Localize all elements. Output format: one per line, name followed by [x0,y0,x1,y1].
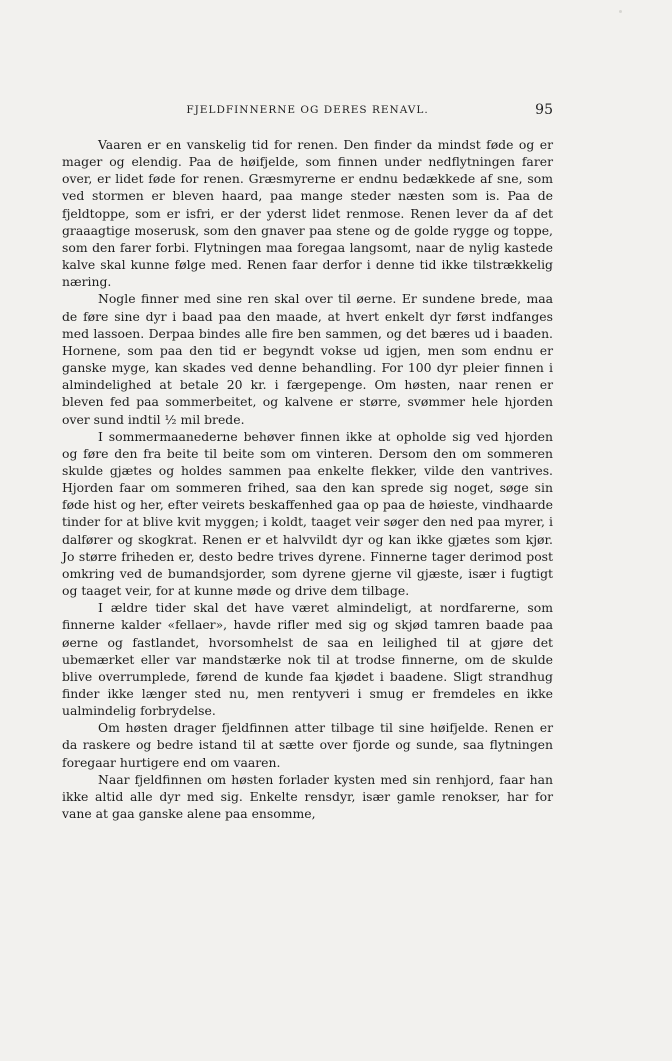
paragraph-5: Om høsten drager fjeldfinnen atter tilbage til sine høifjelde. Renen er da raskere og bedre istand til at sætte over fjorde og sunde, saa flytningen foregaar hurtigere end om vaaren. [62,720,553,770]
paper-speck [619,10,622,13]
paragraph-6: Naar fjeldfinnen om høsten forlader kysten med sin renhjord, faar han ikke altid alle dyr med sig. Enkelte rensdyr, især gamle renokser, har for vane at gaa ganske alene paa ensomme, [62,771,553,822]
paragraph-4: I ældre tider skal det have været almindeligt, at nordfarerne, som finnerne kalder «fellaer», havde rifler med sig og skjød tamren baade paa øerne og fastlandet, hvorsomhelst de saa en leilighed til at gjøre det ubemærket eller var mandstærke nok til at trodse finnerne, om de skulde blive overrumplede, førend de kunde faa kjødet i baadene. Sligt strandhug finder ikke længer sted nu, men rentyveri i smug er fremdeles en ikke ualmindelig forbrydelse. [62,600,553,719]
paragraph-2: Nogle finner med sine ren skal over til øerne. Er sundene brede, maa de føre sine dyr i baad paa den maade, at hvert enkelt dyr først indfanges med lassoen. Derpaa bindes alle fire ben sammen, og det bæres ud i baaden. Hornene, som paa den tid er begyndt vokse ud igjen, men som endnu er ganske myge, kan skades ved denne behandling. For 100 dyr pleier finnen i almindelighed at betale 20 kr. i færgepenge. Om høsten, naar renen er bleven fed paa sommerbeitet, og kalvene er større, svømmer hele hjorden over sund indtil ½ mil brede. [62,291,553,427]
running-title: FJELDFINNERNE OG DERES RENAVL. [186,104,429,116]
paragraph-1: Vaaren er en vanskelig tid for renen. Den finder da mindst føde og er mager og elendig. Paa de høifjelde, som finnen under nedflytningen farer over, er lidet føde for renen. Græsmyrerne er endnu bedækkede af sne, som ved stormen er bleven haard, paa mange steder næsten som is. Paa de fjeldtoppe, som er isfri, er der yderst lidet renmose. Renen lever da af det graaagtige moserusk, som den gnaver paa stene og de golde rygge og toppe, som den farer forbi. Flytningen maa foregaa langsomt, naar de nylig kastede kalve skal kunne følge med. Renen faar derfor i denne tid ikke tilstrækkelig næring. [62,137,553,290]
running-header [62,102,553,122]
paragraph-3: I sommermaanederne behøver finnen ikke at opholde sig ved hjorden og føre den fra beite til beite som om vinteren. Dersom den om sommeren skulde gjætes og holdes sammen paa enkelte flekker, vilde den vantrives. Hjorden faar om sommeren frihed, saa den kan sprede sig noget, søge sin føde hist og her, efter veirets beskaffenhed gaa op paa de høieste, vindhaarde tinder for at blive kvit myggen; i koldt, taaget veir søger den ned paa myrer, i dalfører og skogkrat. Renen er et halvvildt dyr og kan ikke gjætes som kjør. Jo større friheden er, desto bedre trives dyrene. Finnerne tager derimod post omkring ved de bumandsjorder, som dyrene gjerne vil gjæste, især i fugtigt og taaget veir, for at kunne møde og drive dem tilbage. [62,428,553,599]
body-text [62,136,553,822]
page-number: 95 [535,102,553,118]
